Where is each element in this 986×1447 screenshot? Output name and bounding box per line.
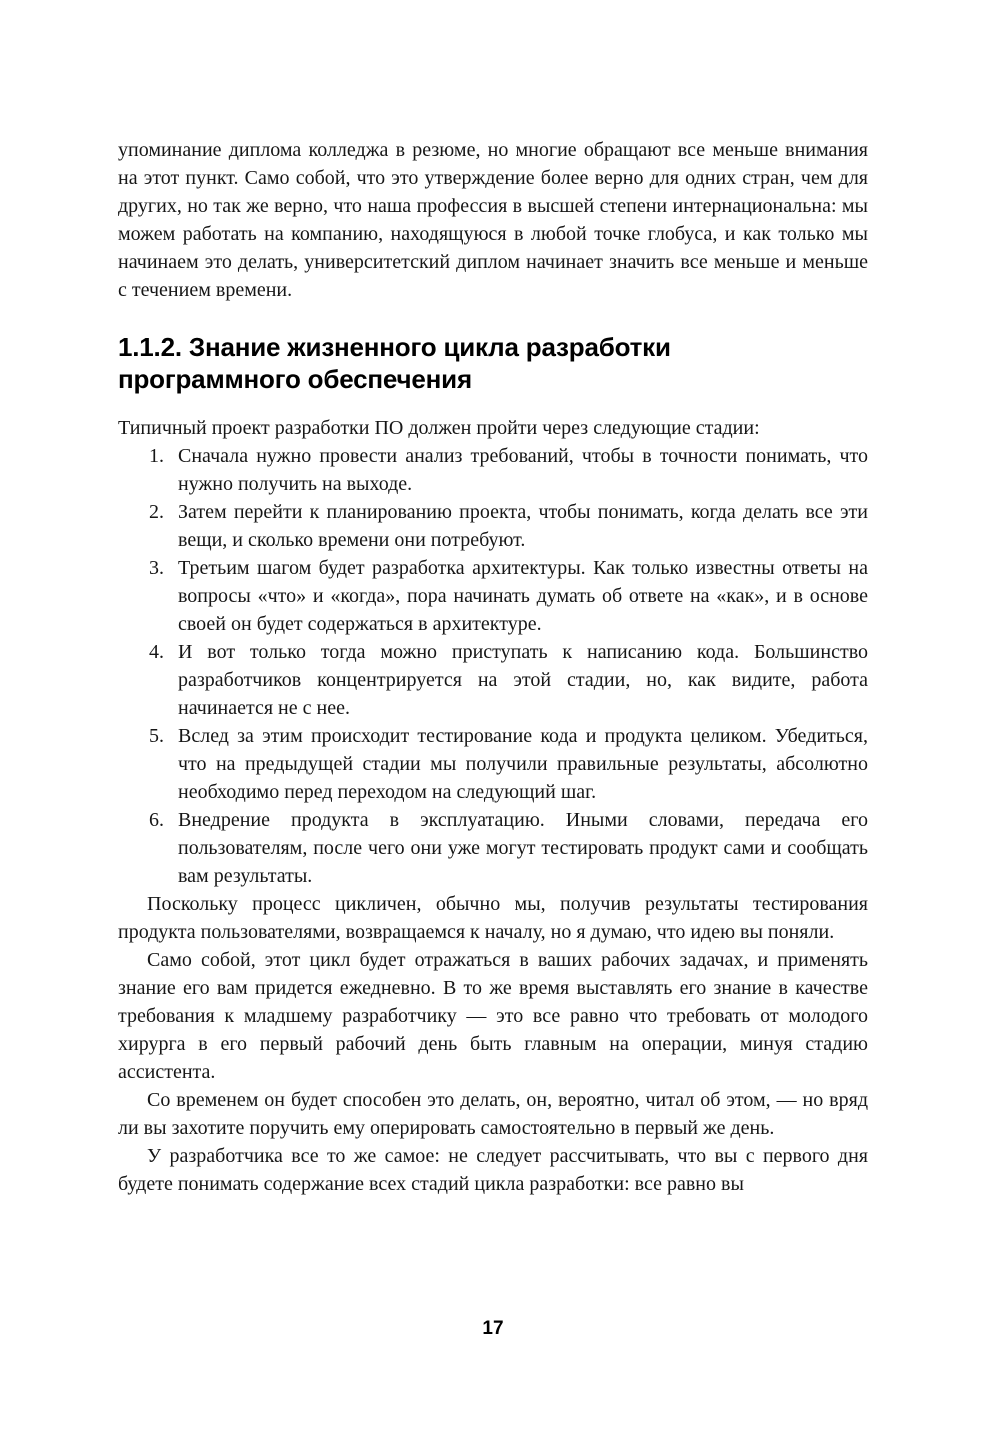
stage-item-5: Вслед за этим происходит тестирование кода и продукта целиком. Убедиться, что на предыдущей стадии мы получили правильные результаты, абсолютно необходимо перед переходом на следующий шаг. [178,725,868,803]
stage-item-3: Третьим шагом будет разработка архитектуры. Как только известны ответы на вопросы «что» и «когда», пора начинать думать об ответе на «как», и в основе своей он будет содержаться в архитектуре. [178,557,868,635]
stages-list [118,442,868,890]
page-number: 17 [482,1318,504,1339]
body-paragraph-2: Само собой, этот цикл будет отражаться в ваших рабочих задачах, и применять знание его вам придется ежедневно. В то же время выставлять его знание в качестве требования к младшему разработчику — это все равно что требовать от молодого хирурга в его первый рабочий день быть главным на операции, минуя стадию ассистента. [118,949,868,1083]
stage-item-6: Внедрение продукта в эксплуатацию. Иными словами, передача его пользователям, после чего они уже могут тестировать продукт сами и сообщать вам результаты. [178,809,868,887]
list-intro-paragraph: Типичный проект разработки ПО должен пройти через следующие стадии: [118,417,760,439]
section-heading: 1.1.2. Знание жизненного цикла разработки программного обеспечения [118,332,671,394]
body-paragraph-3: Со временем он будет способен это делать, он, вероятно, читал об этом, — но вряд ли вы захотите поручить ему оперировать самостоятельно в первый же день. [118,1089,868,1139]
body-paragraph-4: У разработчика все то же самое: не следует рассчитывать, что вы с первого дня будете понимать содержание всех стадий цикла разработки: все равно вы [118,1145,868,1195]
page-content [118,136,868,1198]
stage-item-4: И вот только тогда можно приступать к написанию кода. Большинство разработчиков концентрируется на этой стадии, но, как видите, работа начинается не с нее. [178,641,868,719]
stage-item-2: Затем перейти к планированию проекта, чтобы понимать, когда делать все эти вещи, и сколько времени они потребуют. [178,501,868,551]
continuation-paragraph: упоминание диплома колледжа в резюме, но многие обращают все меньше внимания на этот пункт. Само собой, что это утверждение более верно для одних стран, чем для других, но так же верно, что наша профессия в высшей степени интернациональна: мы можем работать на компанию, находящуюся в любой точке глобуса, и как только мы начинаем это делать, университетский диплом начинает значить все меньше и меньше с течением времени. [118,139,868,301]
stage-item-1: Сначала нужно провести анализ требований, чтобы в точности понимать, что нужно получить на выходе. [178,445,868,495]
body-paragraph-1: Поскольку процесс цикличен, обычно мы, получив результаты тестирования продукта пользователями, возвращаемся к началу, но я думаю, что идею вы поняли. [118,893,868,943]
